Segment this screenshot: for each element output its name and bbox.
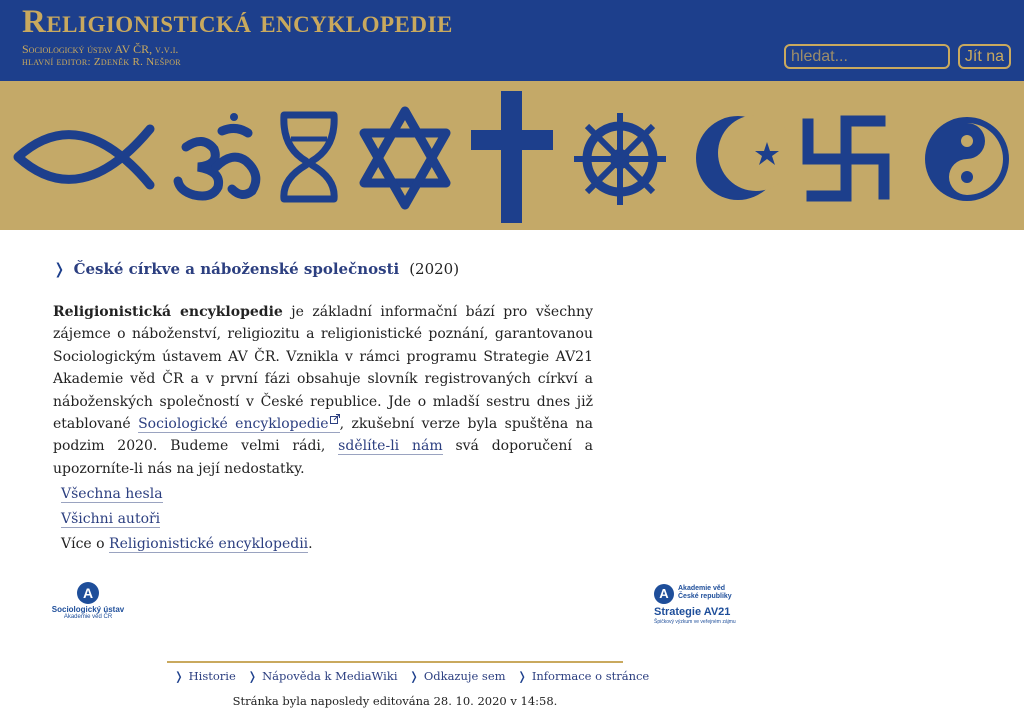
featured-section [53, 255, 593, 283]
search-go-button[interactable]: Jít na [958, 44, 1011, 69]
academy-a-icon: A [654, 584, 674, 604]
more-about-prefix: Více o [61, 536, 110, 552]
intro-paragraph [53, 301, 593, 480]
chevron-right-icon: ❭ [53, 260, 66, 278]
main-content [53, 255, 593, 494]
quick-links [61, 482, 313, 557]
star-and-crescent-icon [696, 115, 794, 200]
intro-text-2: , zkušební verze byla spuštěna na podzim 2020. Budeme velmi rádi, [53, 416, 594, 455]
intro-bold-title: Religionistická encyklopedie [53, 304, 283, 320]
latin-cross-icon [471, 91, 553, 223]
czech-churches-link[interactable]: České církve a náboženské společnosti [73, 260, 400, 278]
logo-left-line1: Sociologický ústav [51, 605, 125, 614]
logo-left-line2: Akademie věd ČR [63, 614, 113, 620]
yin-yang-icon [925, 117, 1009, 201]
dharma-wheel-icon [574, 113, 666, 205]
all-entries-link[interactable]: Všechna hesla [61, 486, 163, 502]
sociological-encyclopedia-link-label: Sociologické encyklopedie [138, 416, 329, 433]
section-year: (2020) [409, 260, 460, 278]
what-links-here-link[interactable]: Odkazuje sem [423, 669, 506, 683]
chalice-icon [284, 115, 334, 199]
institute-subtitle: Sociologický ústav AV ČR, v.v.i. [22, 42, 179, 56]
strategie-av21-logo[interactable] [652, 582, 742, 626]
footer-links [170, 667, 650, 685]
chevron-right-icon: ❭ [174, 669, 184, 683]
logo-right-line3: Strategie AV21 [654, 606, 731, 618]
last-edited-note: Stránka byla naposledy editována 28. 10. 2020 v 14:58. [232, 694, 558, 708]
contact-us-link[interactable]: sdělíte-li nám [338, 438, 443, 455]
site-header [0, 0, 1024, 81]
intro-text-3: svá doporučení a upozorníte-li nás na její nedostatky. [53, 438, 594, 477]
more-about-line [61, 532, 313, 557]
about-encyclopedia-link[interactable]: Religionistické encyklopedii [109, 536, 309, 552]
star-of-david-icon [364, 111, 446, 205]
logo-right-line4: Špičkový výzkum ve veřejném zájmu [654, 619, 736, 625]
chevron-right-icon: ❭ [247, 669, 258, 683]
chevron-right-icon: ❭ [517, 669, 527, 683]
logo-right-line1: Akademie věd [678, 585, 726, 592]
sociological-encyclopedia-link[interactable] [138, 416, 340, 433]
swastika-icon [808, 121, 884, 196]
site-title[interactable]: Religionistická encyklopedie [22, 4, 453, 40]
search-input[interactable] [784, 44, 950, 69]
academy-a-icon: A [77, 582, 99, 604]
religious-symbols-banner [0, 81, 1024, 230]
external-link-icon [330, 414, 340, 424]
logo-right-line2: České republiky [678, 593, 732, 600]
intro-text-1: je základní informační bází pro všechny zájemce o náboženství, religiozitu a religionistické poznání, garantovanou Sociologickým ústavem AV ČR. Vznikla v rámci programu Strategie AV21 Akademie věd ČR a v první fázi obsahuje slovník registrovaných církví a náboženských společností v České republice. Jde o mladší sestru dnes již etablované [53, 304, 593, 433]
history-link[interactable]: Historie [188, 669, 236, 683]
chevron-right-icon: ❭ [409, 669, 419, 683]
all-authors-link[interactable]: Všichni autoři [61, 511, 161, 527]
om-icon [178, 113, 256, 196]
page-info-link[interactable]: Informace o stránce [531, 669, 650, 683]
sociological-institute-logo[interactable] [48, 582, 128, 626]
more-about-suffix: . [308, 536, 313, 552]
ichthys-icon [18, 129, 150, 185]
mediawiki-help-link[interactable]: Nápověda k MediaWiki [262, 669, 398, 683]
editor-subtitle: hlavní editor: Zdeněk R. Nešpor [22, 56, 181, 68]
footer-divider [167, 661, 623, 663]
